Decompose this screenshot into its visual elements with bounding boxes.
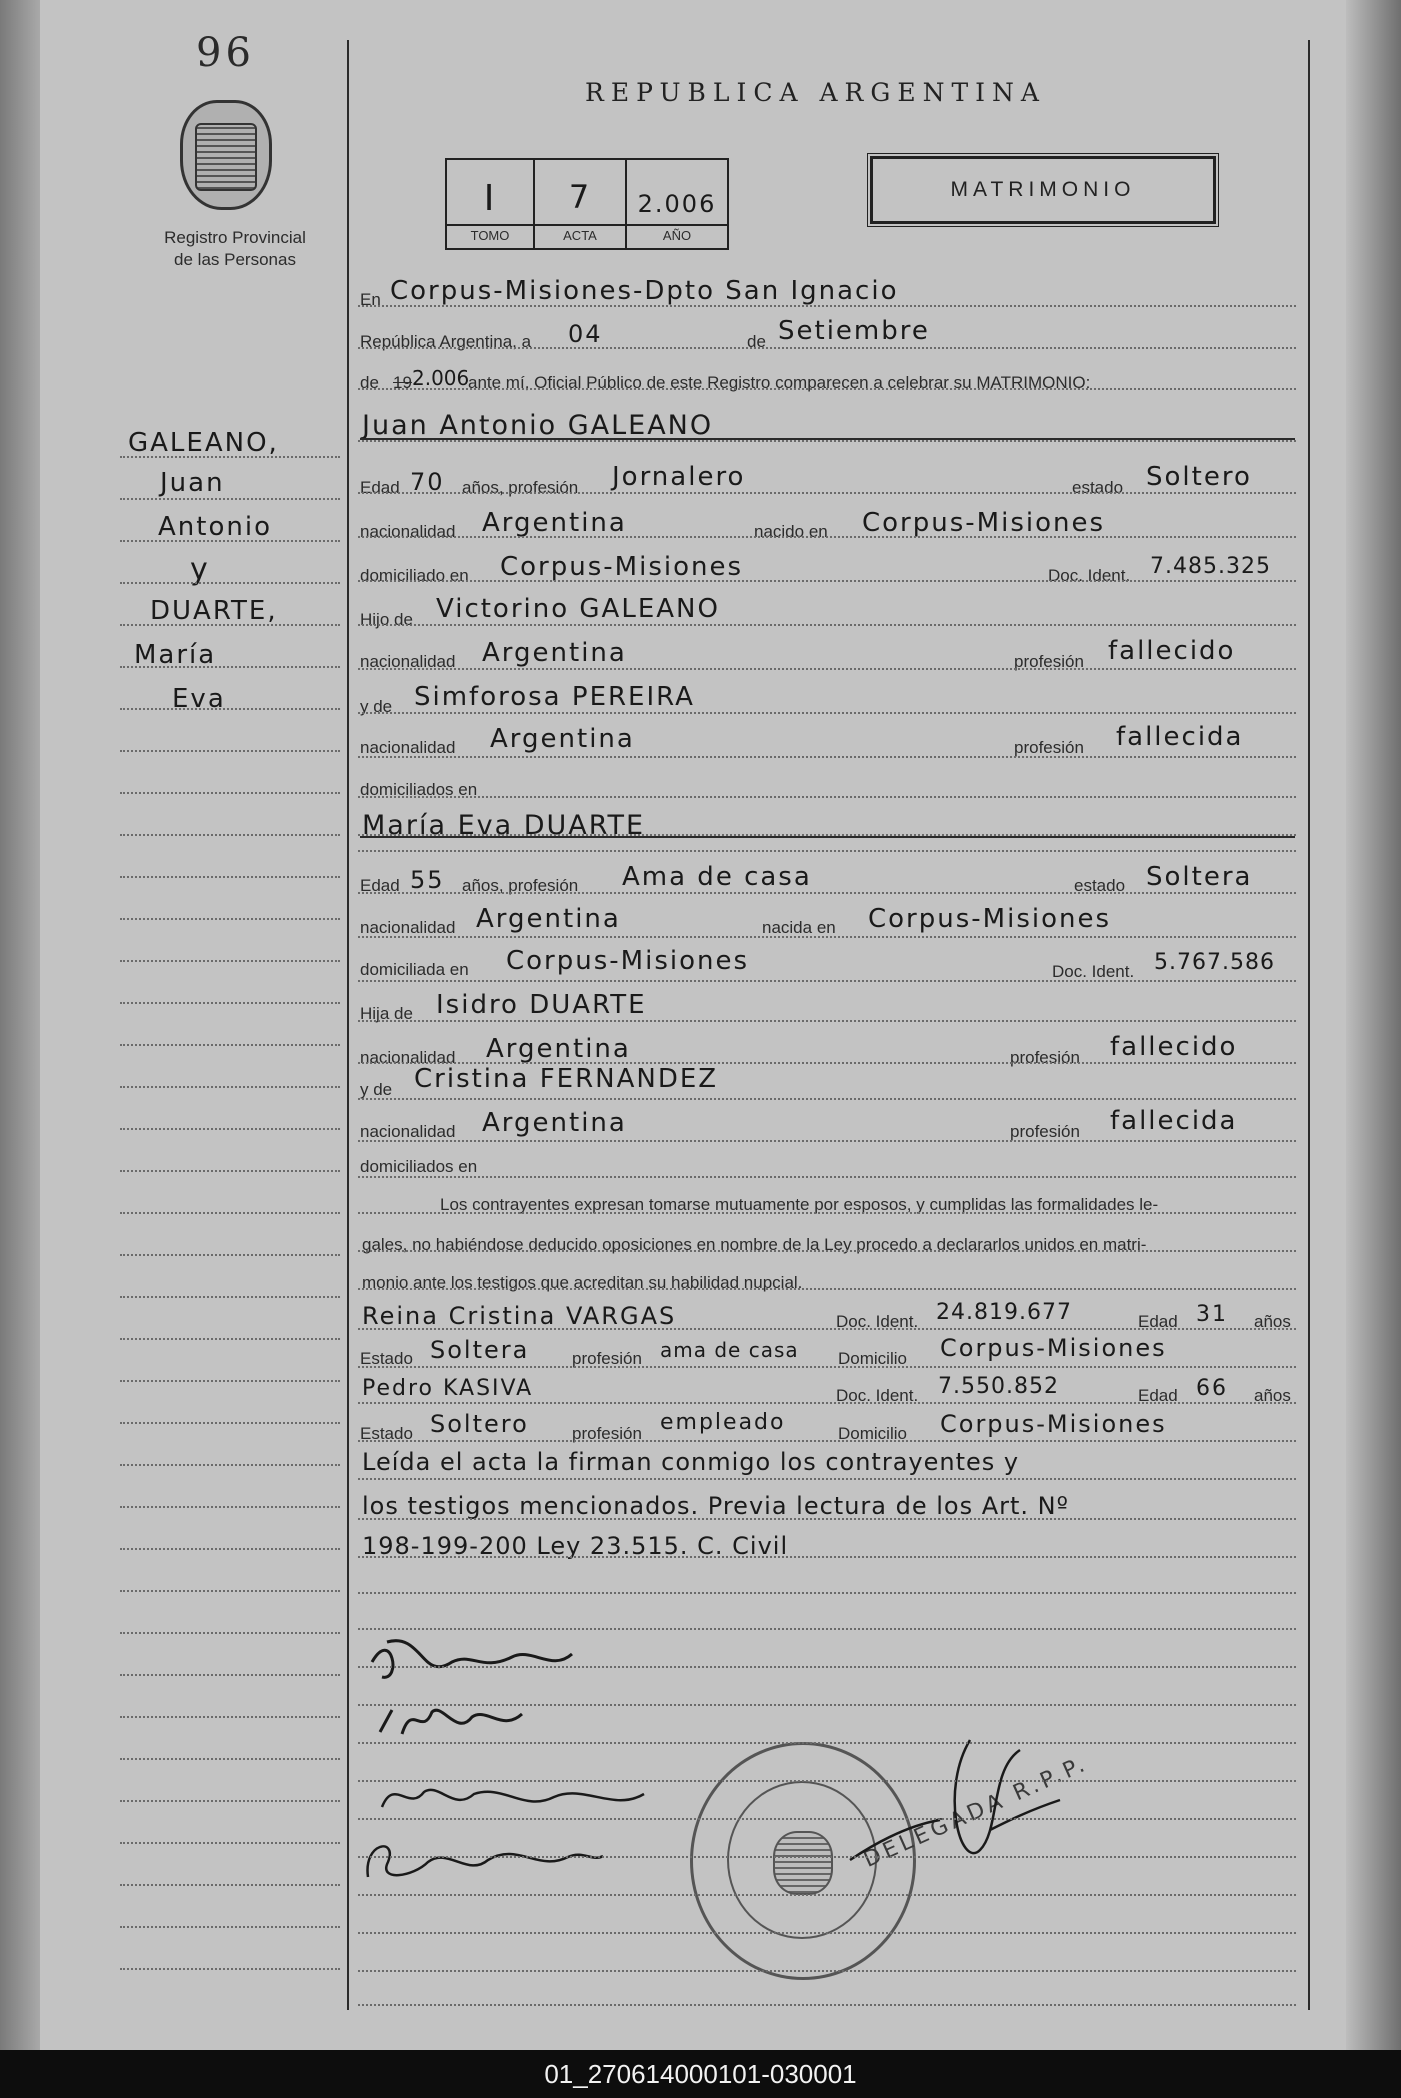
bride-nacida-label: nacida en [762,918,836,937]
name-underline [360,836,1295,838]
margin-groom-surname: GALEANO, [128,428,279,458]
closing-line-2: los testigos mencionados. Previa lectura de los Art. Nº [362,1492,1069,1520]
witness2-age: 66 [1196,1376,1228,1401]
witness1-name: Reina Cristina VARGAS [362,1302,677,1330]
margin-ruled-line [120,456,340,458]
witness1-estado-label: Estado [360,1349,413,1368]
margin-conjunction: y [190,552,210,587]
bride-name: María Eva DUARTE [362,810,646,841]
bride-yde-label: y de [360,1080,393,1099]
bride-doc-label: Doc. Ident. [1052,962,1135,981]
signature-bride [372,1692,532,1747]
body-ruled-line [358,1628,1296,1630]
margin-bride-second: Eva [172,684,226,714]
body-ruled-line [358,1556,1296,1558]
groom-mother: Simforosa PEREIRA [414,682,695,712]
margin-ruled-line [120,960,340,962]
groom-father-nationality: Argentina [482,638,627,668]
tomo-label: TOMO [447,224,533,243]
body-ruled-line [358,668,1296,670]
margin-groom-first: Juan [160,468,225,498]
groom-nationality: Argentina [482,508,627,538]
body-ruled-line [358,1780,1296,1782]
witness1-prof-label: profesión [572,1349,642,1368]
republica-label: República Argentina, a [360,332,532,351]
body-ruled-line [358,1288,1296,1290]
body-ruled-line [358,1704,1296,1706]
margin-ruled-line [120,1254,340,1256]
groom-yde-label: y de [360,697,393,716]
footer-id: 01_270614000101-030001 [0,2050,1401,2098]
body-ruled-line [358,536,1296,538]
body-ruled-line [358,796,1296,798]
groom-doc: 7.485.325 [1150,554,1271,579]
body-ruled-line [358,1366,1296,1368]
name-underline [360,438,1295,440]
witness2-name: Pedro KASIVA [362,1376,534,1401]
groom-age: 70 [410,468,445,496]
groom-mother-nat-label: nacionalidad [360,738,456,757]
margin-ruled-line [120,1926,340,1928]
closing-line-3: 198-199-200 Ley 23.515. C. Civil [362,1532,789,1560]
body-ruled-line [358,892,1296,894]
body-ruled-line [358,1478,1296,1480]
official-signature [820,1730,1080,1890]
body-ruled-line [358,1970,1296,1972]
body-ruled-line [358,936,1296,938]
official-title: DELEGADA R.P.P. [860,1751,1093,1873]
bride-mother-nationality: Argentina [482,1108,627,1138]
margin-ruled-line [120,1212,340,1214]
bride-mother-profession: fallecida [1110,1106,1238,1136]
margin-ruled-line [120,1128,340,1130]
bride-nat-label: nacionalidad [360,918,456,937]
country-header: REPUBLICA ARGENTINA [585,78,1046,107]
margin-ruled-line [120,1800,340,1802]
body-ruled-line [358,1020,1296,1022]
bride-edad-label: Edad [360,876,400,895]
ano-value: 2.006 [637,190,717,218]
groom-nat-label: nacionalidad [360,522,456,541]
witness2-domicile: Corpus-Misiones [940,1410,1167,1438]
body-ruled-line [358,1592,1296,1594]
groom-domicile: Corpus-Misiones [500,552,744,582]
margin-ruled-line [120,1338,340,1340]
bride-father: Isidro DUARTE [436,990,647,1020]
margin-ruled-line [120,666,340,668]
groom-father-profession: fallecido [1108,636,1236,666]
margin-ruled-line [120,1884,340,1886]
groom-father-prof-label: profesión [1014,652,1084,671]
groom-name: Juan Antonio GALEANO [362,410,714,441]
page-number: 96 [196,30,255,76]
body-ruled-line [358,980,1296,982]
witness1-domicile: Corpus-Misiones [940,1334,1167,1362]
body-ruled-line [358,1212,1296,1214]
body-ruled-line [358,440,1296,442]
body-ruled-line [358,1666,1296,1668]
body-ruled-line [358,305,1296,307]
bride-hija-label: Hija de [360,1004,413,1023]
marriage-place: Corpus-Misiones-Dpto San Ignacio [390,276,899,306]
body-ruled-line [358,492,1296,494]
margin-ruled-line [120,918,340,920]
margin-ruled-line [120,834,340,836]
witness2-anos-label: años [1254,1386,1291,1405]
margin-ruled-line [120,1590,340,1592]
page-left-edge [0,0,40,2050]
witness1-edad-label: Edad [1138,1312,1178,1331]
body-ruled-line [358,1894,1296,1896]
groom-mother-prof-label: profesión [1014,738,1084,757]
margin-ruled-line [120,1674,340,1676]
witness2-profession: empleado [660,1410,786,1435]
closing-line-1: Leída el acta la firman conmigo los contrayentes y [362,1448,1020,1476]
body-ruled-line [358,347,1296,349]
tomo-value: I [483,178,497,219]
witness2-dom-label: Domicilio [838,1424,907,1443]
signature-groom [362,1622,602,1692]
body-ruled-line [358,580,1296,582]
body-ruled-line [358,1328,1296,1330]
bride-father-profession: fallecido [1110,1032,1238,1062]
margin-ruled-line [120,1296,340,1298]
witness2-doc: 7.550.852 [938,1374,1059,1399]
margin-ruled-line [120,1548,340,1550]
groom-hijo-label: Hijo de [360,610,413,629]
witness1-doc-label: Doc. Ident. [836,1312,919,1331]
marriage-year: 2.006 [412,366,470,390]
en-label: En [360,290,381,309]
groom-dom-label: domiciliado en [360,566,469,585]
bride-father-prof-label: profesión [1010,1048,1080,1067]
groom-domiciliados-label: domiciliados en [360,780,478,799]
body-ruled-line [358,756,1296,758]
body-ruled-line [358,1176,1296,1178]
bride-nationality: Argentina [476,904,621,934]
groom-edad-label: Edad [360,478,400,497]
acta-label: ACTA [535,224,625,243]
margin-ruled-line [120,498,340,500]
bride-father-nationality: Argentina [486,1034,631,1064]
margin-ruled-line [120,750,340,752]
bride-doc: 5.767.586 [1154,950,1275,975]
bride-estado-label: estado [1074,876,1126,895]
acta-value: 7 [568,178,592,216]
body-ruled-line [358,1856,1296,1858]
body-ruled-line [358,1932,1296,1934]
witness2-prof-label: profesión [572,1424,642,1443]
margin-ruled-line [120,876,340,878]
groom-estado: Soltero [1146,462,1252,492]
page-right-edge [1346,0,1401,2050]
margin-ruled-line [120,1842,340,1844]
body-ruled-line [358,624,1296,626]
body-ruled-line [358,1140,1296,1142]
bride-dom-label: domiciliada en [360,960,469,979]
signature-witness2 [358,1832,608,1892]
margin-ruled-line [120,1422,340,1424]
bride-mother-nat-label: nacionalidad [360,1122,456,1141]
body-ruled-line [358,2004,1296,2006]
bride-mother: Cristina FERNANDEZ [414,1064,719,1094]
margin-ruled-line [120,624,340,626]
margin-ruled-line [120,1758,340,1760]
witness1-profession: ama de casa [660,1338,799,1362]
witness2-estado: Soltero [430,1410,529,1438]
body-ruled-line [358,1518,1296,1520]
bride-profession: Ama de casa [622,862,812,892]
de-label: de [747,332,766,351]
registry-name-line2: de las Personas [174,250,296,269]
declaration-line-3: monio ante los testigos que acreditan su habilidad nupcial. [362,1273,803,1292]
margin-ruled-line [120,792,340,794]
groom-father-nat-label: nacionalidad [360,652,456,671]
right-rule [1308,40,1310,2010]
margin-groom-second: Antonio [158,512,272,542]
bride-mother-prof-label: profesión [1010,1122,1080,1141]
witness2-doc-label: Doc. Ident. [836,1386,919,1405]
body-ruled-line [358,388,1296,390]
groom-mother-profession: fallecida [1116,722,1244,752]
body-ruled-line [358,850,1296,852]
bride-anos-label: años, profesión [462,876,579,895]
witness2-edad-label: Edad [1138,1386,1178,1405]
margin-ruled-line [120,1632,340,1634]
margin-ruled-line [120,1086,340,1088]
body-ruled-line [358,1098,1296,1100]
margin-ruled-line [120,1002,340,1004]
margin-ruled-line [120,1506,340,1508]
comparecen-text: ante mí, Oficial Público de este Registro comparecen a celebrar su MATRIMONIO: [468,373,1091,392]
bride-domiciliados-label: domiciliados en [360,1157,478,1176]
marriage-day: 04 [568,320,603,348]
body-ruled-line [358,1440,1296,1442]
body-ruled-line [358,1818,1296,1820]
margin-ruled-line [120,1380,340,1382]
bride-age: 55 [410,866,445,894]
body-ruled-line [358,1402,1296,1404]
declaration-line-2: gales, no habiéndose deducido oposiciones en nombre de la Ley procedo a declararlos unidos en matri- [362,1235,1147,1254]
witness2-estado-label: Estado [360,1424,413,1443]
body-ruled-line [358,1062,1296,1064]
bride-birthplace: Corpus-Misiones [868,904,1112,934]
witness1-anos-label: años [1254,1312,1291,1331]
margin-ruled-line [120,1464,340,1466]
body-ruled-line [358,712,1296,714]
margin-ruled-line [120,708,340,710]
margin-bride-surname: DUARTE, [150,596,278,626]
groom-anos-label: años, profesión [462,478,579,497]
groom-estado-label: estado [1072,478,1124,497]
groom-doc-label: Doc. Ident. [1048,566,1131,585]
year-prefix: de [360,373,379,392]
bride-estado: Soltera [1146,862,1253,892]
registry-seal-icon [180,100,272,210]
record-type-box: MATRIMONIO [870,156,1216,224]
year-struck: 19 [393,373,412,392]
margin-rule [347,40,349,2010]
groom-mother-nationality: Argentina [490,724,635,754]
declaration-line-1: Los contrayentes expresan tomarse mutuamente por esposos, y cumplidas las formalidades le- [440,1195,1159,1214]
margin-bride-first: María [134,640,217,670]
body-ruled-line [358,1250,1296,1252]
witness1-dom-label: Domicilio [838,1349,907,1368]
margin-ruled-line [120,1044,340,1046]
record-box [445,158,729,250]
margin-ruled-line [120,540,340,542]
bride-father-nat-label: nacionalidad [360,1048,456,1067]
ano-label: AÑO [627,224,727,243]
margin-ruled-line [120,1968,340,1970]
groom-birthplace: Corpus-Misiones [862,508,1106,538]
groom-father: Victorino GALEANO [436,594,720,624]
witness1-age: 31 [1196,1302,1228,1327]
witness1-estado: Soltera [430,1336,530,1364]
margin-ruled-line [120,1716,340,1718]
marriage-month: Setiembre [778,316,930,346]
groom-nacido-label: nacido en [754,522,828,541]
bride-domicile: Corpus-Misiones [506,946,750,976]
groom-profession: Jornalero [612,462,746,492]
margin-ruled-line [120,582,340,584]
registry-name-line1: Registro Provincial [164,228,306,247]
witness1-doc: 24.819.677 [936,1300,1072,1325]
margin-ruled-line [120,1170,340,1172]
body-ruled-line [358,1742,1296,1744]
